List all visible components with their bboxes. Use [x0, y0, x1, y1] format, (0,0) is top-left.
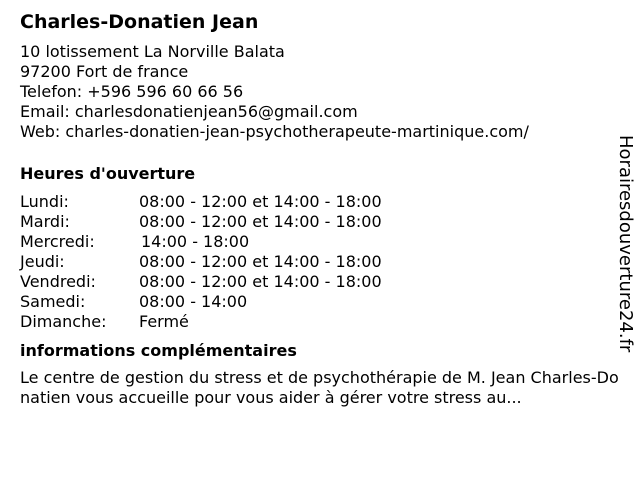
day-label: Jeudi:	[20, 252, 65, 271]
info-description: Le centre de gestion du stress et de psychothérapie de M. Jean Charles-Donatien vous accueille pour vous aider à gérer votre stress au...	[20, 368, 619, 407]
hours-title: Heures d'ouverture	[20, 164, 196, 183]
day-label: Mercredi:	[20, 232, 95, 251]
web-line: Web: charles-donatien-jean-psychotherapeute-martinique.com/	[20, 122, 529, 141]
hours-row-wednesday	[20, 232, 610, 252]
time-value: 14:00 - 18:00	[141, 232, 250, 251]
phone-line: Telefon: +596 596 60 66 56	[20, 82, 244, 101]
hours-row-sunday	[20, 312, 610, 332]
business-name: Charles-Donatien Jean	[20, 11, 259, 33]
day-label: Samedi:	[20, 292, 86, 311]
hours-row-thursday	[20, 252, 610, 272]
time-value: Fermé	[139, 312, 189, 331]
day-label: Mardi:	[20, 212, 70, 231]
time-value: 08:00 - 12:00 et 14:00 - 18:00	[139, 272, 382, 291]
hours-row-friday	[20, 272, 610, 292]
address-line-2: 97200 Fort de france	[20, 62, 189, 81]
day-label: Vendredi:	[20, 272, 96, 291]
email-line: Email: charlesdonatienjean56@gmail.com	[20, 102, 358, 121]
time-value: 08:00 - 14:00	[139, 292, 248, 311]
day-label: Lundi:	[20, 192, 69, 211]
watermark-text: Horairesdouverture24.fr	[615, 135, 636, 353]
info-title: informations complémentaires	[20, 341, 297, 360]
time-value: 08:00 - 12:00 et 14:00 - 18:00	[139, 212, 382, 231]
address-line-1: 10 lotissement La Norville Balata	[20, 42, 285, 61]
hours-table	[20, 192, 610, 332]
day-label: Dimanche:	[20, 312, 107, 331]
hours-row-saturday	[20, 292, 610, 312]
business-card	[20, 10, 619, 408]
time-value: 08:00 - 12:00 et 14:00 - 18:00	[139, 192, 382, 211]
hours-row-monday	[20, 192, 610, 212]
time-value: 08:00 - 12:00 et 14:00 - 18:00	[139, 252, 382, 271]
hours-row-tuesday	[20, 212, 610, 232]
